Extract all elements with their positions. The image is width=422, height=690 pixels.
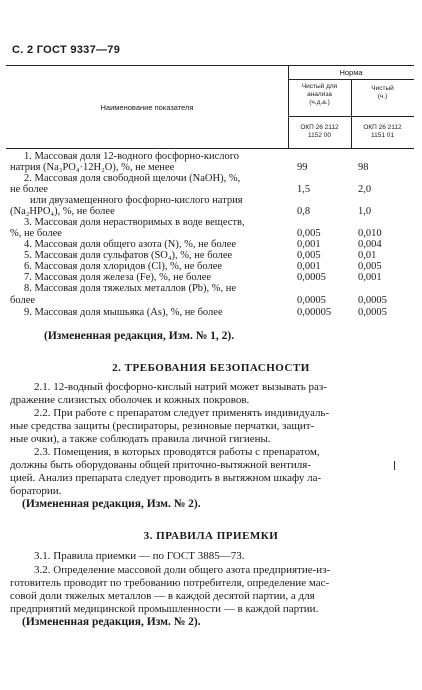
edit-note: (Измененная редакция, Изм. № 2). bbox=[22, 616, 201, 628]
edit-note: (Измененная редакция, Изм. № 2). bbox=[22, 498, 201, 510]
grade-1-title: Чистый для анализа (ч.д.а.) bbox=[301, 83, 338, 106]
margin-mark bbox=[394, 461, 395, 470]
paragraph-line: должны быть оборудованы общей приточно-вытяжной вентиля- bbox=[10, 459, 311, 471]
paragraph-line: 2.3. Помещения, в которых проводятся работы с препаратом, bbox=[34, 446, 320, 458]
paragraph-line: боратории. bbox=[10, 485, 62, 497]
edit-note: (Измененная редакция, Изм. № 1, 2). bbox=[44, 330, 235, 342]
paragraph-line: готовитель проводит по требованию потребителя, определение мас- bbox=[10, 577, 330, 589]
paragraph-line: ные средства защиты (респираторы, резиновые перчатки, защит- bbox=[10, 420, 315, 432]
paragraph-line: 3.2. Определение массовой доли общего азота предприятие-из- bbox=[34, 564, 331, 576]
column-header-norm: Норма bbox=[339, 67, 363, 77]
paragraph-line: предприятий медицинской промышленности — в каждой партии. bbox=[10, 603, 319, 615]
grade-1-code: ОКП 26 2112 1152 00 bbox=[300, 124, 339, 139]
paragraph-line: цией. Анализ препарата следует проводить в вытяжном шкафу ла- bbox=[10, 472, 322, 484]
norms-table-header bbox=[6, 65, 414, 149]
section-title: 3. ПРАВИЛА ПРИЕМКИ bbox=[143, 530, 279, 542]
grade-2-code: ОКП 26 2112 1151 01 bbox=[363, 124, 402, 139]
page-header: С. 2 ГОСТ 9337—79 bbox=[12, 44, 121, 56]
paragraph-line: 3.1. Правила приемки — по ГОСТ 3885—73. bbox=[34, 550, 245, 562]
grade-2-title: Чистый (ч.) bbox=[371, 85, 394, 100]
section-title: 2. ТРЕБОВАНИЯ БЕЗОПАСНОСТИ bbox=[112, 362, 310, 374]
paragraph-line: 2.2. При работе с препаратом следует применять индивидуаль- bbox=[34, 407, 330, 419]
paragraph-line: 2.1. 12-водный фосфорно-кислый натрий может вызывать раз- bbox=[34, 381, 327, 393]
paragraph-line: дражение слизистых оболочек и кожных покровов. bbox=[10, 394, 250, 406]
paragraph-line: ные очки), а также соблюдать правила личной гигиены. bbox=[10, 433, 271, 445]
column-header-name: Наименование показателя bbox=[100, 102, 194, 112]
paragraph-line: совой доли тяжелых металлов — в каждой десятой партии, а для bbox=[10, 590, 315, 602]
